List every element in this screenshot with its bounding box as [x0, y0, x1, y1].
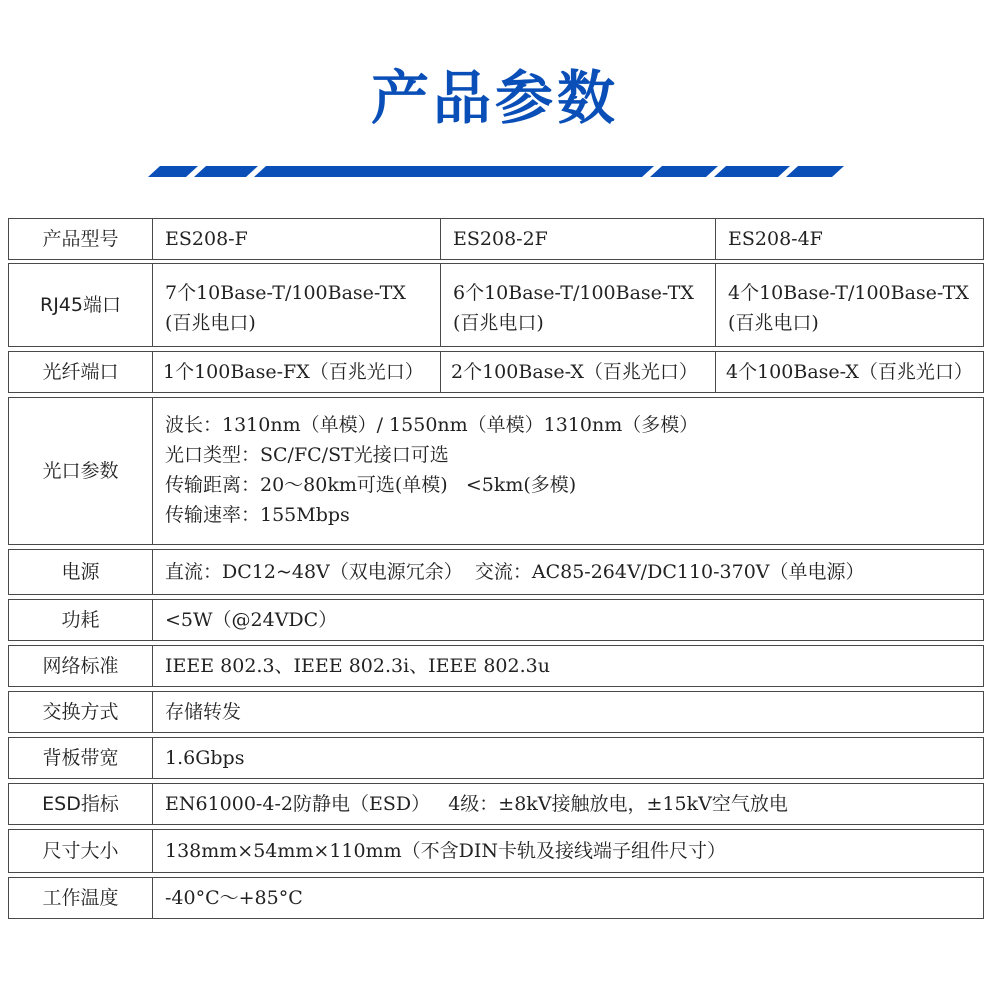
value-temp: -40°C～+85°C [153, 877, 984, 919]
optical-rate: 传输速率：155Mbps [165, 504, 350, 526]
row-power [8, 549, 984, 595]
rj45-1-line1: 7个10Base-T/100Base-TX [165, 282, 406, 304]
row-fiber [8, 351, 984, 393]
rj45-2-line2: (百兆电口) [453, 312, 544, 334]
value-rj45-1 [153, 263, 441, 347]
label-fiber: 光纤端口 [8, 351, 153, 393]
row-standard [8, 645, 984, 687]
optical-distance: 传输距离：20～80km可选(单模) <5km(多模) [165, 474, 577, 496]
rj45-2-line1: 6个10Base-T/100Base-TX [453, 282, 694, 304]
row-temp [8, 877, 984, 919]
row-switching [8, 691, 984, 733]
label-optical: 光口参数 [8, 397, 153, 545]
row-model [8, 218, 984, 260]
value-rj45-3 [716, 263, 984, 347]
value-model-2: ES208-2F [441, 218, 716, 260]
rj45-1-line2: (百兆电口) [165, 312, 256, 334]
label-size: 尺寸大小 [8, 829, 153, 873]
value-model-3: ES208-4F [716, 218, 984, 260]
row-esd [8, 783, 984, 825]
value-fiber-1: 1个100Base-FX（百兆光口） [153, 351, 441, 393]
row-size [8, 829, 984, 873]
optical-wavelength: 波长：1310nm（单模）/ 1550nm（单模）1310nm（多模） [165, 414, 699, 436]
value-size: 138mm×54mm×110mm（不含DIN卡轨及接线端子组件尺寸） [153, 829, 984, 873]
label-temp: 工作温度 [8, 877, 153, 919]
label-rj45: RJ45端口 [8, 263, 153, 347]
value-fiber-3: 4个100Base-X（百兆光口） [716, 351, 984, 393]
label-esd: ESD指标 [8, 783, 153, 825]
value-rj45-2 [441, 263, 716, 347]
value-standard: IEEE 802.3、IEEE 802.3i、IEEE 802.3u [153, 645, 984, 687]
label-standard: 网络标准 [8, 645, 153, 687]
rj45-3-line1: 4个10Base-T/100Base-TX [728, 282, 969, 304]
label-model: 产品型号 [8, 218, 153, 260]
title-divider [0, 166, 990, 180]
value-esd: EN61000-4-2防静电（ESD） 4级：±8kV接触放电，±15kV空气放电 [153, 783, 984, 825]
row-rj45 [8, 263, 984, 347]
value-power: 直流：DC12~48V（双电源冗余） 交流：AC85-264V/DC110-370V（单电源） [153, 549, 984, 595]
value-switching: 存储转发 [153, 691, 984, 733]
label-consumption: 功耗 [8, 599, 153, 641]
label-switching: 交换方式 [8, 691, 153, 733]
row-consumption [8, 599, 984, 641]
value-backplane: 1.6Gbps [153, 737, 984, 779]
label-backplane: 背板带宽 [8, 737, 153, 779]
row-backplane [8, 737, 984, 779]
row-optical [8, 397, 984, 545]
value-model-1: ES208-F [153, 218, 441, 260]
value-consumption: <5W（@24VDC） [153, 599, 984, 641]
rj45-3-line2: (百兆电口) [728, 312, 819, 334]
value-fiber-2: 2个100Base-X（百兆光口） [441, 351, 716, 393]
value-optical [153, 397, 984, 545]
page-title: 产品参数 [370, 64, 619, 132]
label-power: 电源 [8, 549, 153, 595]
optical-type: 光口类型：SC/FC/ST光接口可选 [165, 444, 449, 466]
